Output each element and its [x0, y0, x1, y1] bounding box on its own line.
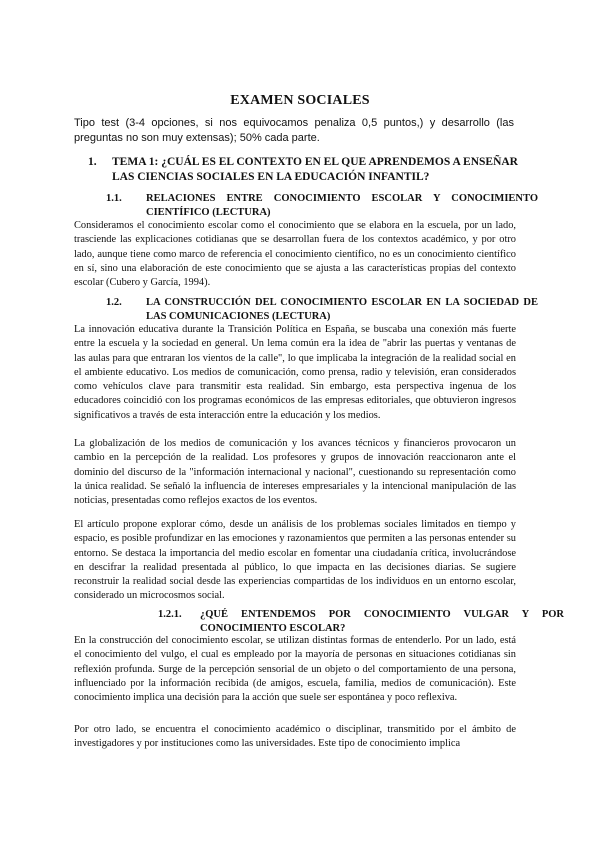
paragraph-1-1: Consideramos el conocimiento escolar como el conocimiento que se elabora en la escuela, por un lado, trasciende las explicaciones cotidianas que se desarrollan fuera de los contextos académico, y por otro lado, aunque tiene como marco de referencia el conocimiento científico, no es un conocimiento científico en sí, sino una elaboración de este conocimiento que se ajusta a las características propias del contexto escolar (Cubero y García, 1994). — [74, 220, 516, 289]
subsection-heading-text: ¿QUÉ ENTENDEMOS POR CONOCIMIENTO VULGAR Y POR CONOCIMIENTO ESCOLAR? — [200, 609, 564, 634]
subsection-heading-text: LA CONSTRUCCIÓN DEL CONOCIMIENTO ESCOLAR EN LA SOCIEDAD DE LAS COMUNICACIONES (LECTURA) — [146, 297, 538, 322]
exam-intro: Tipo test (3-4 opciones, si nos equivocamos penaliza 0,5 puntos,) y desarrollo (las preguntas no son muy extensas); 50% cada parte. — [74, 117, 514, 144]
paragraph-1-2-1-a: En la construcción del conocimiento escolar, se utilizan distintas formas de entenderlo. Por un lado, está el conocimiento del vulgo, el cual es empleado por la mayoría de personas en situaciones cotidianas sin reflexión profunda. Surge de la percepción sensorial de un objeto o del comportamiento de una persona, influenciado por la información recibida (de amigos, escuela, familia, medios de comunicación). Este conocimiento implica una decisión para la acción que suele ser espontánea y poco reflexiva. — [74, 635, 516, 704]
subsection-heading-text: RELACIONES ENTRE CONOCIMIENTO ESCOLAR Y CONOCIMIENTO CIENTÍFICO (LECTURA) — [146, 193, 538, 218]
subsection-number: 1.2.1. — [158, 609, 182, 620]
subsection-number: 1.2. — [106, 297, 122, 308]
section-heading-text: TEMA 1: ¿CUÁL ES EL CONTEXTO EN EL QUE APRENDEMOS A ENSEÑAR LAS CIENCIAS SOCIALES EN LA EDUCACIÓN INFANTIL? — [112, 156, 518, 183]
subsection-heading-1-2 — [106, 296, 538, 324]
section-number: 1. — [88, 156, 97, 168]
subsection-heading-1-1 — [106, 192, 538, 220]
paragraph-1-2-c: El artículo propone explorar cómo, desde un análisis de los problemas sociales limitados en tiempo y espacio, es posible profundizar en las emociones y razonamientos que permiten a las personas entender su entorno. Se destaca la importancia del medio escolar en fomentar una ciudadanía crítica, involucrándose en descifrar la realidad presentada al público, lo que impacta en las decisiones diarias. Se sugiere reconstruir la realidad social desde las experiencias compartidas de los individuos en un entorno escolar, considerado un microcosmos social. — [74, 519, 516, 602]
paragraph-1-2-a: La innovación educativa durante la Transición Política en España, se buscaba una conexión más fuerte entre la escuela y la sociedad en general. Un lema común era la idea de "abrir las puertas y ventanas de las aulas para que entraran los vientos de la calle", lo que implicaba la integración de la realidad social en el ambiente educativo. Los medios de comunicación, como prensa, radio y televisión, eran considerados como vehículos clave para transmitir esta realidad. Sin embargo, esta perspectiva ingenua de los educadores coincidió con los programas económicos de las empresas editoriales, que obtuvieron ingresos significativos a través de esta interacción entre la educación y los medios. — [74, 324, 516, 421]
subsection-number: 1.1. — [106, 193, 122, 204]
paragraph-1-2-b: La globalización de los medios de comunicación y los avances técnicos y financieros provocaron un cambio en la percepción de la realidad. Los profesores y grupos de innovación reaccionaron ante el dominio del discurso de la "información internacional y nacional", cuestionando su representación como la única realidad. Se señaló la influencia de intereses empresariales y la intencional manipulación de las noticias, presentadas como reflejos exactos de los eventos. — [74, 438, 516, 507]
paragraph-1-2-1-b: Por otro lado, se encuentra el conocimiento académico o disciplinar, transmitido por el ámbito de investigadores y por instituciones como las universidades. Este tipo de conocimiento implica — [74, 724, 516, 750]
section-heading-tema-1 — [88, 155, 518, 185]
document-title: EXAMEN SOCIALES — [230, 93, 370, 108]
subsection-heading-1-2-1 — [158, 608, 564, 636]
